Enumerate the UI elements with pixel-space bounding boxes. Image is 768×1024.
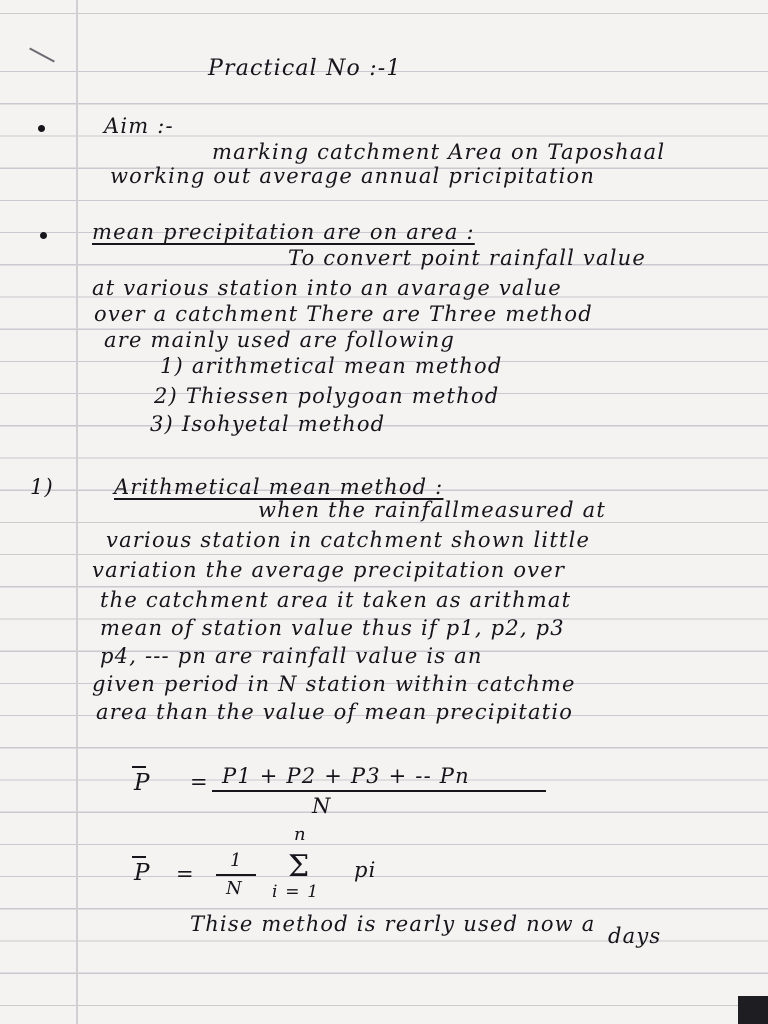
page-title: Practical No :-1 [208,56,402,81]
summation-term: pi [354,858,377,882]
formula2-lhs: P [134,860,151,886]
mean-line-2: at various station into an avarage value [92,276,562,300]
arith-heading: Arithmetical mean method : [114,475,444,499]
arith-line-7: given period in N station within catchme [92,672,576,696]
bullet-mean [40,232,47,239]
method-item-1: 1) arithmetical mean method [160,354,503,378]
mean-line-1: To convert point rainfall value [288,246,646,270]
bullet-aim [38,125,45,132]
arith-line-1: when the rainfallmeasured at [258,498,607,522]
closing-line-2: days [608,924,662,948]
formula1-numerator: P1 + P2 + P3 + -- Pn [222,764,470,788]
frac-denominator: N [226,878,243,899]
mean-line-3: over a catchment There are Three method [94,302,593,326]
formula1-fraction-bar [212,790,546,792]
method-item-3: 3) Isohyetal method [150,412,386,436]
arith-line-5: mean of station value thus if p1, p2, p3 [100,616,565,640]
frac-numerator: 1 [230,850,243,871]
formula2-fraction-bar [216,874,256,876]
p-bar-1 [132,766,146,768]
closing-line-1: Thise method is rearly used now a [190,912,596,936]
margin-line [76,0,78,1024]
mean-heading: mean precipitation are on area : [92,220,475,244]
aim-line-2: working out average annual pricipitation [110,164,596,188]
formula1-lhs: P [134,770,151,796]
aim-line-1: marking catchment Area on Taposhaal [212,140,666,164]
arith-line-3: variation the average precipitation over [92,558,566,582]
aim-label: Aim :- [104,114,174,138]
mean-line-4: are mainly used are following [104,328,456,352]
page-corner-shadow [738,996,768,1024]
arith-line-8: area than the value of mean precipitatio [96,700,574,724]
p-bar-2 [132,856,146,858]
corner-pen-mark [29,48,55,63]
method-item-2: 2) Thiessen polygoan method [154,384,500,408]
summation-symbol: Σ [288,849,311,884]
arith-line-4: the catchment area it taken as arithmat [100,588,572,612]
sum-lower-limit: i = 1 [272,882,320,902]
arith-line-2: various station in catchment shown little [106,528,591,552]
sum-upper-limit: n [294,824,307,845]
arith-line-6: p4, --- pn are rainfall value is an [100,644,483,668]
formula1-denominator: N [312,794,332,818]
formula2-equals: = [176,862,195,886]
formula1-equals: = [190,770,209,794]
section-number: 1) [30,475,54,499]
